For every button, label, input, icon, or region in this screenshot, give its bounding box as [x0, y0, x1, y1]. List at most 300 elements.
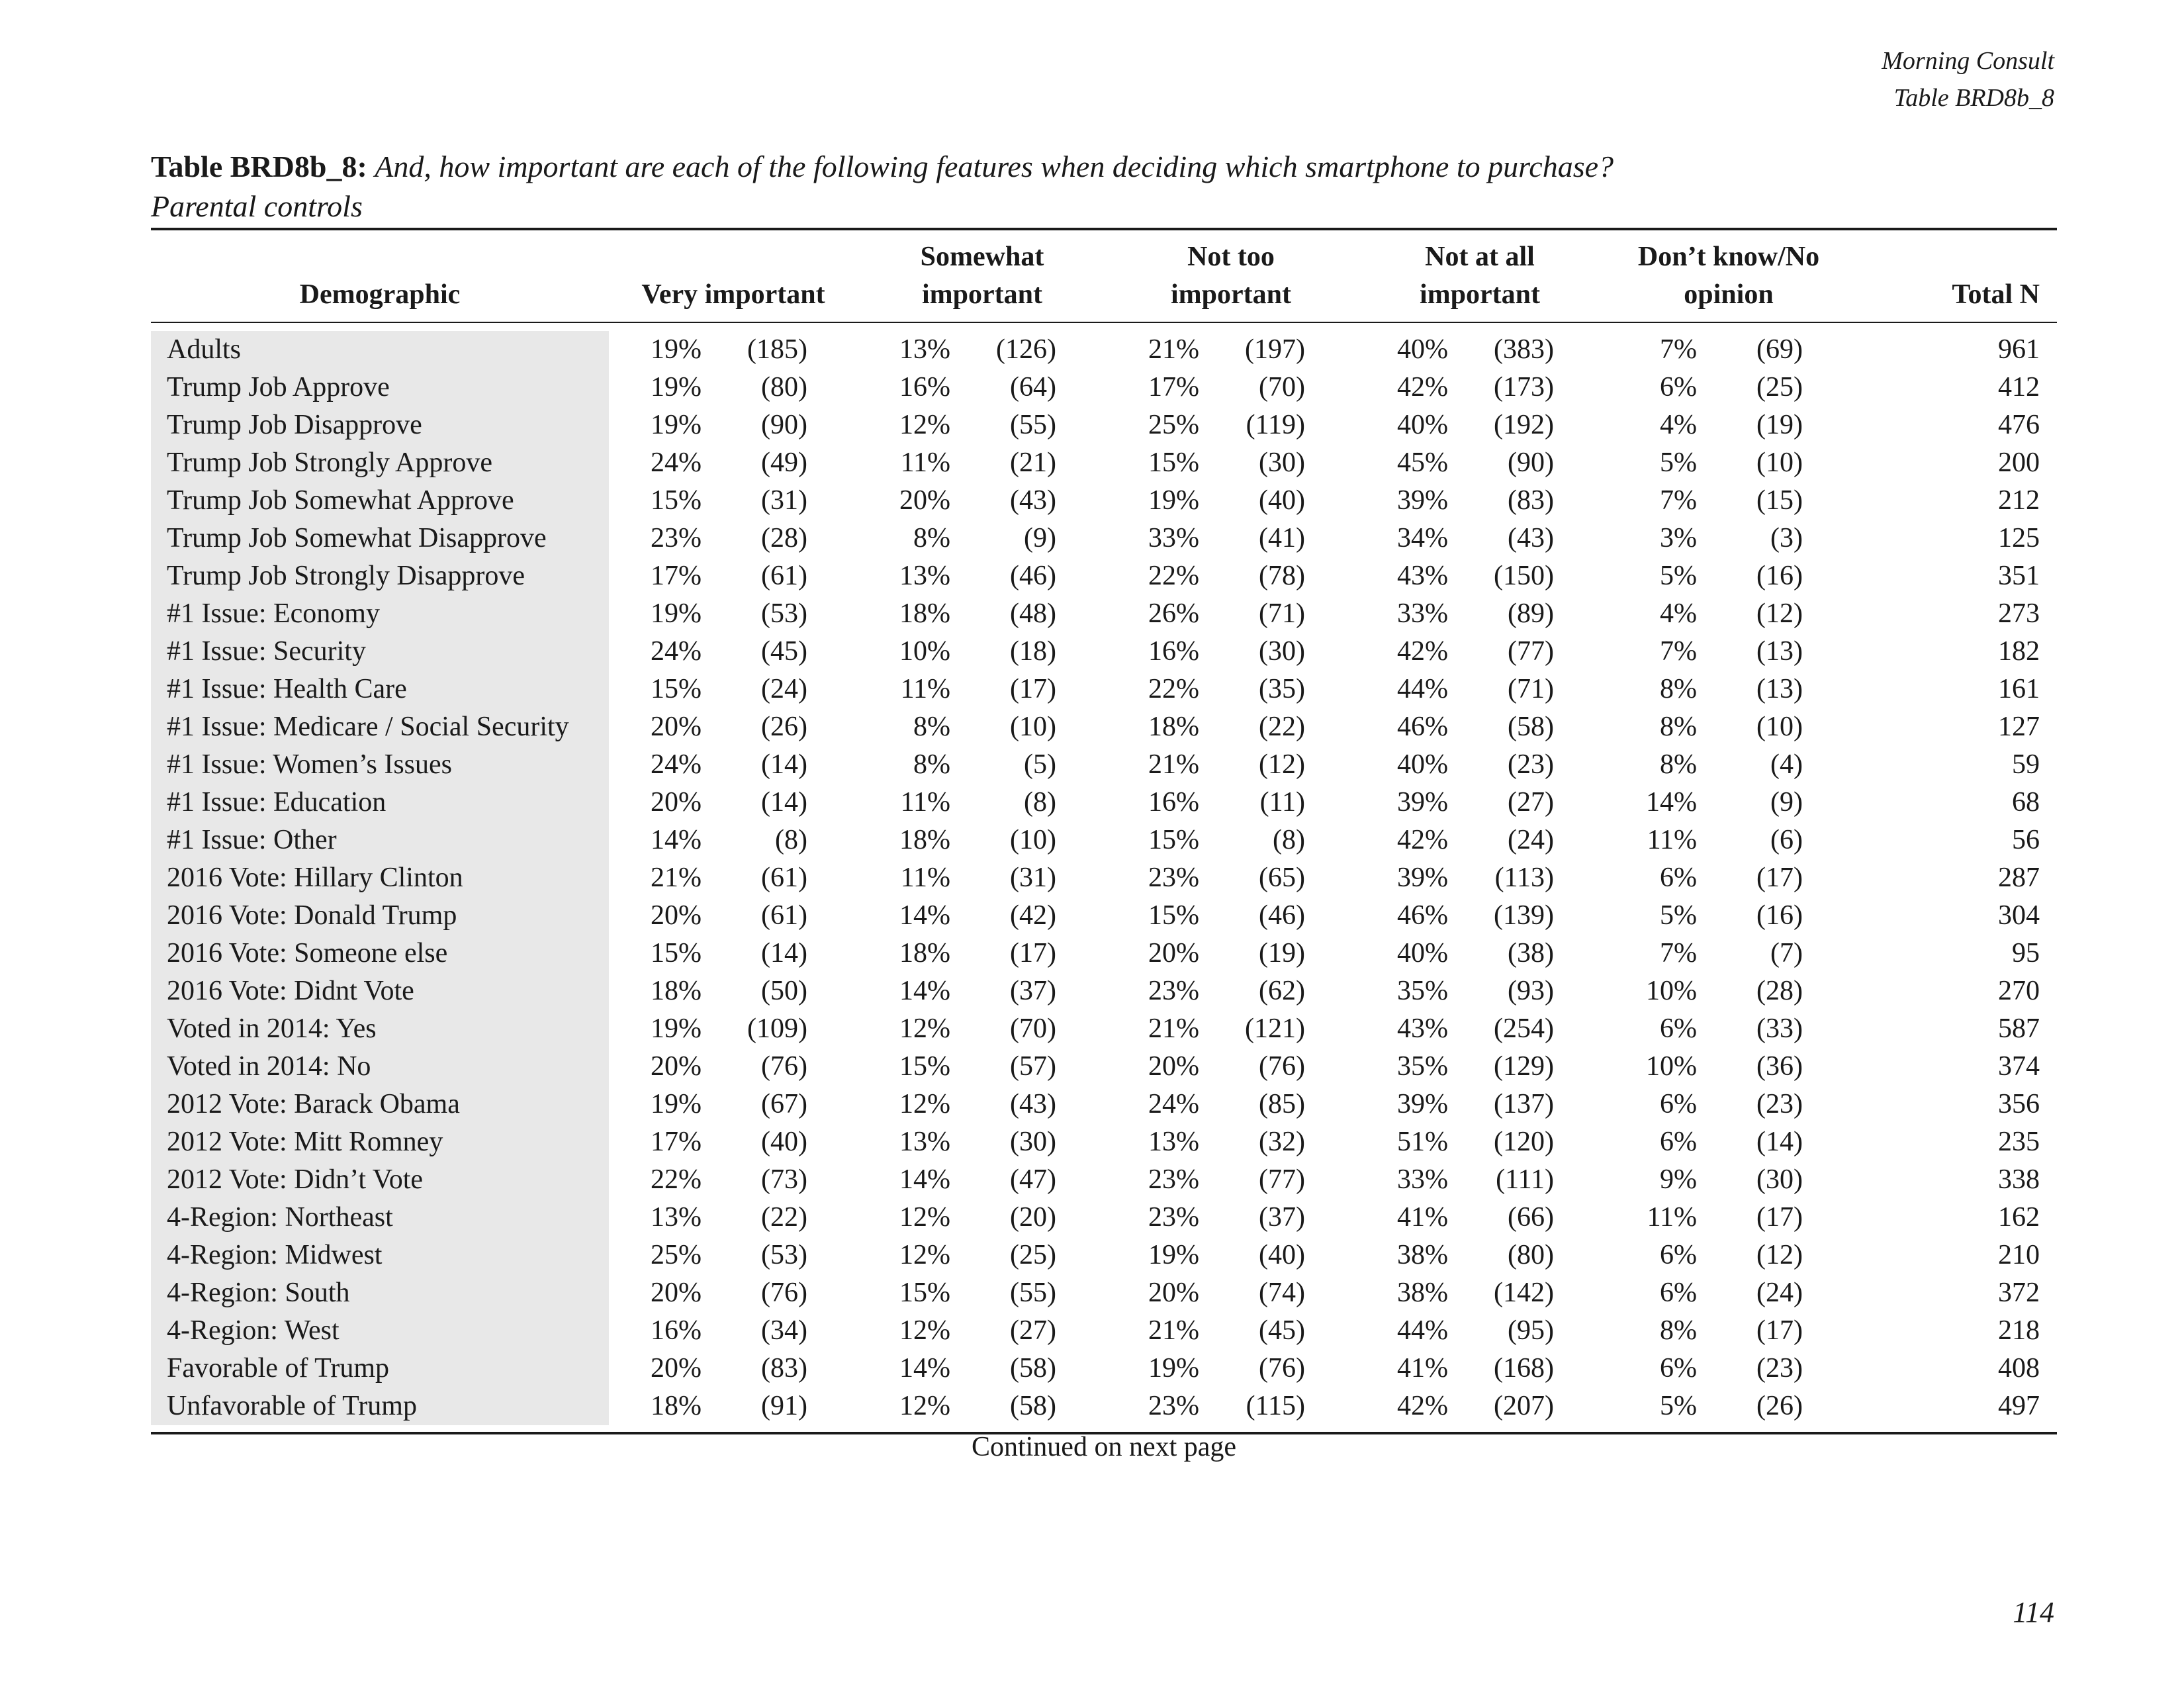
cell-dk-pct: 9%	[1660, 1164, 1697, 1195]
cell-nottoo-pct: 23%	[1148, 1391, 1199, 1421]
cell-nottoo-n: (35)	[1259, 674, 1305, 704]
cell-very-pct: 20%	[651, 712, 702, 742]
cell-dk-n: (17)	[1756, 1315, 1803, 1346]
cell-dk-pct: 6%	[1660, 1278, 1697, 1308]
cell-nottoo-pct: 22%	[1148, 674, 1199, 704]
cell-total-n: 372	[1998, 1278, 2040, 1308]
cell-very-n: (45)	[761, 636, 807, 667]
cell-notatall-n: (139)	[1494, 900, 1554, 931]
cell-nottoo-pct: 23%	[1148, 863, 1199, 893]
cell-somewhat-n: (126)	[996, 334, 1056, 365]
cell-very-pct: 24%	[651, 447, 702, 478]
cell-notatall-n: (383)	[1494, 334, 1554, 365]
cell-notatall-pct: 40%	[1397, 938, 1448, 968]
cell-notatall-pct: 46%	[1397, 900, 1448, 931]
cell-very-n: (61)	[761, 863, 807, 893]
table-row	[151, 935, 2057, 972]
cell-somewhat-pct: 14%	[899, 900, 950, 931]
cell-nottoo-pct: 17%	[1148, 372, 1199, 402]
cell-somewhat-n: (27)	[1010, 1315, 1056, 1346]
cell-nottoo-pct: 21%	[1148, 1013, 1199, 1044]
cell-total-n: 125	[1998, 523, 2040, 553]
col-header-not-too-important: Not too important	[1171, 242, 1291, 310]
cell-somewhat-pct: 15%	[899, 1278, 950, 1308]
cell-notatall-pct: 38%	[1397, 1278, 1448, 1308]
cell-nottoo-n: (8)	[1273, 825, 1305, 855]
cell-somewhat-pct: 18%	[899, 825, 950, 855]
cell-dk-n: (36)	[1756, 1051, 1803, 1082]
cell-somewhat-pct: 12%	[899, 1240, 950, 1270]
cell-nottoo-pct: 21%	[1148, 334, 1199, 365]
cell-nottoo-n: (37)	[1259, 1202, 1305, 1233]
cell-notatall-n: (95)	[1508, 1315, 1554, 1346]
cell-somewhat-pct: 15%	[899, 1051, 950, 1082]
cell-very-pct: 19%	[651, 1089, 702, 1119]
cell-somewhat-pct: 14%	[899, 1164, 950, 1195]
table-row	[151, 1350, 2057, 1387]
cell-somewhat-n: (64)	[1010, 372, 1056, 402]
cell-very-pct: 15%	[651, 938, 702, 968]
table-row	[151, 1048, 2057, 1086]
cell-dk-n: (7)	[1770, 938, 1803, 968]
cell-dk-pct: 6%	[1660, 1089, 1697, 1119]
table-title	[151, 147, 2070, 226]
cell-very-pct: 18%	[651, 976, 702, 1006]
cell-notatall-pct: 40%	[1397, 410, 1448, 440]
cell-total-n: 412	[1998, 372, 2040, 402]
cell-very-pct: 18%	[651, 1391, 702, 1421]
cell-somewhat-pct: 13%	[899, 1127, 950, 1157]
header-table-id: Table BRD8b_8	[1893, 84, 2054, 112]
row-demographic: #1 Issue: Economy	[167, 598, 380, 629]
cell-very-pct: 19%	[651, 598, 702, 629]
cell-notatall-n: (120)	[1494, 1127, 1554, 1157]
cell-notatall-pct: 33%	[1397, 1164, 1448, 1195]
cell-somewhat-n: (10)	[1010, 712, 1056, 742]
row-demographic: Unfavorable of Trump	[167, 1391, 417, 1421]
cell-dk-n: (3)	[1770, 523, 1803, 553]
continued-note: Continued on next page	[971, 1432, 1237, 1462]
cell-nottoo-n: (11)	[1259, 787, 1305, 818]
table-row	[151, 972, 2057, 1010]
cell-very-n: (34)	[761, 1315, 807, 1346]
cell-very-pct: 19%	[651, 1013, 702, 1044]
cell-dk-pct: 5%	[1660, 900, 1697, 931]
row-demographic: 4-Region: Midwest	[167, 1240, 383, 1270]
cell-somewhat-pct: 11%	[900, 863, 950, 893]
cell-total-n: 476	[1998, 410, 2040, 440]
cell-somewhat-pct: 14%	[899, 976, 950, 1006]
cell-nottoo-n: (19)	[1259, 938, 1305, 968]
cell-very-n: (40)	[761, 1127, 807, 1157]
table-row	[151, 557, 2057, 595]
cell-notatall-n: (113)	[1494, 863, 1554, 893]
cell-somewhat-pct: 11%	[900, 447, 950, 478]
cell-nottoo-n: (74)	[1259, 1278, 1305, 1308]
cell-dk-n: (14)	[1756, 1127, 1803, 1157]
cell-very-pct: 21%	[651, 863, 702, 893]
cell-dk-pct: 6%	[1660, 1013, 1697, 1044]
cell-total-n: 161	[1998, 674, 2040, 704]
cell-notatall-pct: 46%	[1397, 712, 1448, 742]
cell-notatall-n: (129)	[1494, 1051, 1554, 1082]
row-demographic: #1 Issue: Women’s Issues	[167, 749, 452, 780]
cell-somewhat-n: (8)	[1024, 787, 1056, 818]
header-org: Morning Consult	[1882, 47, 2054, 75]
cell-nottoo-pct: 26%	[1148, 598, 1199, 629]
cell-notatall-pct: 43%	[1397, 1013, 1448, 1044]
cell-very-n: (50)	[761, 976, 807, 1006]
cell-nottoo-pct: 33%	[1148, 523, 1199, 553]
cell-notatall-n: (80)	[1508, 1240, 1554, 1270]
cell-nottoo-n: (77)	[1259, 1164, 1305, 1195]
cell-nottoo-pct: 23%	[1148, 976, 1199, 1006]
cell-very-n: (14)	[761, 749, 807, 780]
cell-nottoo-pct: 20%	[1148, 1278, 1199, 1308]
col-header-not-at-all-important: Not at all important	[1420, 242, 1540, 310]
col-header-total-n: Total N	[1952, 279, 2040, 310]
cell-dk-pct: 7%	[1660, 485, 1697, 516]
cell-very-pct: 20%	[651, 1051, 702, 1082]
cell-nottoo-n: (30)	[1259, 447, 1305, 478]
cell-notatall-pct: 34%	[1397, 523, 1448, 553]
cell-total-n: 235	[1998, 1127, 2040, 1157]
cell-notatall-n: (23)	[1508, 749, 1554, 780]
cell-dk-pct: 4%	[1660, 598, 1697, 629]
cell-nottoo-pct: 15%	[1148, 825, 1199, 855]
cell-notatall-pct: 39%	[1397, 863, 1448, 893]
cell-notatall-pct: 45%	[1397, 447, 1448, 478]
cell-notatall-pct: 33%	[1397, 598, 1448, 629]
cell-dk-pct: 6%	[1660, 1127, 1697, 1157]
cell-dk-n: (4)	[1770, 749, 1803, 780]
cell-somewhat-pct: 14%	[899, 1353, 950, 1383]
cell-dk-n: (28)	[1756, 976, 1803, 1006]
table-header	[151, 230, 2057, 322]
cell-notatall-pct: 35%	[1397, 1051, 1448, 1082]
cell-notatall-n: (89)	[1508, 598, 1554, 629]
cell-nottoo-pct: 15%	[1148, 900, 1199, 931]
cell-very-pct: 23%	[651, 523, 702, 553]
table-row	[151, 1274, 2057, 1312]
cell-notatall-n: (142)	[1494, 1278, 1554, 1308]
row-demographic: 2012 Vote: Barack Obama	[167, 1089, 460, 1119]
cell-notatall-n: (254)	[1494, 1013, 1554, 1044]
cell-somewhat-n: (17)	[1010, 938, 1056, 968]
row-demographic: 2012 Vote: Mitt Romney	[167, 1127, 443, 1157]
cell-notatall-n: (173)	[1494, 372, 1554, 402]
table-row	[151, 784, 2057, 821]
cell-dk-pct: 4%	[1660, 410, 1697, 440]
cell-nottoo-n: (12)	[1259, 749, 1305, 780]
cell-very-pct: 17%	[651, 1127, 702, 1157]
cell-nottoo-n: (22)	[1259, 712, 1305, 742]
row-demographic: Favorable of Trump	[167, 1353, 389, 1383]
cell-dk-pct: 6%	[1660, 1353, 1697, 1383]
cell-dk-n: (33)	[1756, 1013, 1803, 1044]
cell-somewhat-n: (58)	[1010, 1391, 1056, 1421]
table-row	[151, 633, 2057, 671]
table-body	[151, 331, 2057, 1425]
cell-notatall-pct: 44%	[1397, 1315, 1448, 1346]
cell-dk-pct: 6%	[1660, 863, 1697, 893]
cell-notatall-pct: 39%	[1397, 485, 1448, 516]
cell-very-n: (22)	[761, 1202, 807, 1233]
cell-nottoo-pct: 21%	[1148, 749, 1199, 780]
cell-total-n: 287	[1998, 863, 2040, 893]
cell-nottoo-pct: 15%	[1148, 447, 1199, 478]
cell-notatall-pct: 41%	[1397, 1353, 1448, 1383]
table-subtitle: Parental controls	[151, 189, 363, 223]
cell-nottoo-n: (85)	[1259, 1089, 1305, 1119]
cell-somewhat-pct: 8%	[913, 749, 950, 780]
table-title-label: Table BRD8b_8:	[151, 150, 367, 183]
table-row	[151, 595, 2057, 633]
cell-very-n: (67)	[761, 1089, 807, 1119]
cell-very-n: (31)	[761, 485, 807, 516]
cell-notatall-n: (27)	[1508, 787, 1554, 818]
cell-notatall-pct: 42%	[1397, 372, 1448, 402]
cell-notatall-pct: 43%	[1397, 561, 1448, 591]
row-demographic: Trump Job Disapprove	[167, 410, 422, 440]
cell-dk-n: (19)	[1756, 410, 1803, 440]
cell-notatall-pct: 40%	[1397, 749, 1448, 780]
cell-nottoo-pct: 21%	[1148, 1315, 1199, 1346]
cell-somewhat-pct: 11%	[900, 674, 950, 704]
page-number: 114	[2013, 1596, 2054, 1628]
cell-nottoo-pct: 16%	[1148, 636, 1199, 667]
cell-somewhat-pct: 11%	[900, 787, 950, 818]
cell-nottoo-pct: 16%	[1148, 787, 1199, 818]
cell-somewhat-n: (20)	[1010, 1202, 1056, 1233]
cell-somewhat-pct: 13%	[899, 334, 950, 365]
cell-nottoo-pct: 18%	[1148, 712, 1199, 742]
cell-dk-pct: 6%	[1660, 372, 1697, 402]
cell-very-n: (26)	[761, 712, 807, 742]
cell-notatall-n: (192)	[1494, 410, 1554, 440]
cell-notatall-pct: 40%	[1397, 334, 1448, 365]
cell-total-n: 162	[1998, 1202, 2040, 1233]
cell-notatall-n: (24)	[1508, 825, 1554, 855]
row-demographic: 2012 Vote: Didn’t Vote	[167, 1164, 424, 1195]
cell-very-pct: 24%	[651, 749, 702, 780]
header-rule	[151, 322, 2057, 323]
cell-dk-n: (6)	[1770, 825, 1803, 855]
cell-dk-pct: 10%	[1646, 1051, 1697, 1082]
cell-total-n: 218	[1998, 1315, 2040, 1346]
cell-total-n: 273	[1998, 598, 2040, 629]
cell-total-n: 408	[1998, 1353, 2040, 1383]
cell-nottoo-n: (32)	[1259, 1127, 1305, 1157]
cell-total-n: 210	[1998, 1240, 2040, 1270]
cell-somewhat-pct: 13%	[899, 561, 950, 591]
cell-somewhat-pct: 12%	[899, 1391, 950, 1421]
cell-somewhat-n: (42)	[1010, 900, 1056, 931]
cell-total-n: 200	[1998, 447, 2040, 478]
table-row	[151, 331, 2057, 369]
cell-very-pct: 22%	[651, 1164, 702, 1195]
cell-nottoo-pct: 23%	[1148, 1202, 1199, 1233]
cell-very-pct: 20%	[651, 787, 702, 818]
cell-somewhat-pct: 12%	[899, 1202, 950, 1233]
cell-somewhat-n: (43)	[1010, 485, 1056, 516]
cell-dk-n: (10)	[1756, 712, 1803, 742]
cell-dk-n: (17)	[1756, 1202, 1803, 1233]
cell-very-pct: 25%	[651, 1240, 702, 1270]
row-demographic: #1 Issue: Health Care	[167, 674, 407, 704]
cell-nottoo-n: (46)	[1259, 900, 1305, 931]
cell-dk-n: (23)	[1756, 1353, 1803, 1383]
cell-somewhat-n: (18)	[1010, 636, 1056, 667]
cell-nottoo-n: (70)	[1259, 372, 1305, 402]
cell-very-n: (28)	[761, 523, 807, 553]
cell-very-pct: 20%	[651, 900, 702, 931]
cell-somewhat-n: (30)	[1010, 1127, 1056, 1157]
cell-nottoo-n: (71)	[1259, 598, 1305, 629]
row-demographic: Trump Job Strongly Disapprove	[167, 561, 525, 591]
cell-nottoo-n: (197)	[1245, 334, 1305, 365]
cell-very-pct: 20%	[651, 1278, 702, 1308]
cell-somewhat-n: (37)	[1010, 976, 1056, 1006]
table-row	[151, 520, 2057, 557]
cell-nottoo-n: (76)	[1259, 1051, 1305, 1082]
cell-total-n: 127	[1998, 712, 2040, 742]
table-row	[151, 1086, 2057, 1123]
row-demographic: 4-Region: West	[167, 1315, 340, 1346]
cell-notatall-pct: 51%	[1397, 1127, 1448, 1157]
cell-nottoo-pct: 22%	[1148, 561, 1199, 591]
cell-total-n: 212	[1998, 485, 2040, 516]
table-row	[151, 1123, 2057, 1161]
row-demographic: Trump Job Strongly Approve	[167, 447, 493, 478]
cell-total-n: 338	[1998, 1164, 2040, 1195]
row-demographic: 2016 Vote: Donald Trump	[167, 900, 457, 931]
cell-dk-n: (13)	[1756, 636, 1803, 667]
col-header-somewhat-important: Somewhat important	[920, 242, 1044, 310]
cell-dk-pct: 11%	[1647, 1202, 1697, 1233]
running-header	[1882, 42, 2054, 117]
cell-very-n: (91)	[761, 1391, 807, 1421]
row-demographic: 2016 Vote: Didnt Vote	[167, 976, 414, 1006]
cell-total-n: 587	[1998, 1013, 2040, 1044]
cell-somewhat-pct: 8%	[913, 523, 950, 553]
cell-very-n: (53)	[761, 598, 807, 629]
cell-somewhat-n: (43)	[1010, 1089, 1056, 1119]
cell-very-pct: 14%	[651, 825, 702, 855]
cell-total-n: 374	[1998, 1051, 2040, 1082]
cell-dk-n: (16)	[1756, 561, 1803, 591]
cell-very-n: (61)	[761, 561, 807, 591]
cell-dk-pct: 7%	[1660, 636, 1697, 667]
cell-somewhat-pct: 20%	[899, 485, 950, 516]
table-row	[151, 708, 2057, 746]
cell-very-pct: 19%	[651, 410, 702, 440]
cell-notatall-n: (58)	[1508, 712, 1554, 742]
cell-very-n: (76)	[761, 1051, 807, 1082]
cell-notatall-n: (77)	[1508, 636, 1554, 667]
cell-dk-pct: 5%	[1660, 561, 1697, 591]
row-demographic: Voted in 2014: No	[167, 1051, 371, 1082]
cell-total-n: 351	[1998, 561, 2040, 591]
cell-very-pct: 20%	[651, 1353, 702, 1383]
cell-somewhat-pct: 12%	[899, 410, 950, 440]
cell-somewhat-pct: 18%	[899, 598, 950, 629]
table-row	[151, 369, 2057, 406]
cell-somewhat-pct: 12%	[899, 1089, 950, 1119]
cell-total-n: 270	[1998, 976, 2040, 1006]
cell-dk-n: (25)	[1756, 372, 1803, 402]
cell-notatall-n: (207)	[1494, 1391, 1554, 1421]
cell-dk-n: (30)	[1756, 1164, 1803, 1195]
table-row	[151, 1161, 2057, 1199]
cell-dk-pct: 8%	[1660, 674, 1697, 704]
cell-notatall-pct: 39%	[1397, 787, 1448, 818]
cell-dk-pct: 3%	[1660, 523, 1697, 553]
cell-total-n: 304	[1998, 900, 2040, 931]
cell-somewhat-n: (21)	[1010, 447, 1056, 478]
cell-nottoo-n: (121)	[1245, 1013, 1305, 1044]
cell-very-n: (49)	[761, 447, 807, 478]
cell-somewhat-pct: 16%	[899, 372, 950, 402]
cell-notatall-n: (93)	[1508, 976, 1554, 1006]
cell-very-n: (90)	[761, 410, 807, 440]
cell-dk-n: (24)	[1756, 1278, 1803, 1308]
row-demographic: Trump Job Approve	[167, 372, 390, 402]
cell-somewhat-pct: 12%	[899, 1315, 950, 1346]
table-question: And, how important are each of the following features when deciding which smartphone to purchase?	[375, 150, 1614, 183]
cell-dk-n: (69)	[1756, 334, 1803, 365]
cell-total-n: 356	[1998, 1089, 2040, 1119]
table-row	[151, 1199, 2057, 1237]
cell-somewhat-pct: 8%	[913, 712, 950, 742]
cell-total-n: 59	[2012, 749, 2040, 780]
cell-nottoo-n: (119)	[1246, 410, 1305, 440]
table-row	[151, 1387, 2057, 1425]
table-row	[151, 859, 2057, 897]
table-row	[151, 482, 2057, 520]
cell-somewhat-n: (46)	[1010, 561, 1056, 591]
cell-nottoo-pct: 13%	[1148, 1127, 1199, 1157]
cell-notatall-n: (66)	[1508, 1202, 1554, 1233]
cell-very-pct: 13%	[651, 1202, 702, 1233]
cell-somewhat-pct: 12%	[899, 1013, 950, 1044]
cell-nottoo-pct: 20%	[1148, 1051, 1199, 1082]
cell-nottoo-n: (45)	[1259, 1315, 1305, 1346]
cell-nottoo-n: (76)	[1259, 1353, 1305, 1383]
cell-very-pct: 24%	[651, 636, 702, 667]
table-row	[151, 821, 2057, 859]
cell-very-n: (185)	[747, 334, 807, 365]
cell-somewhat-n: (48)	[1010, 598, 1056, 629]
cell-dk-pct: 5%	[1660, 447, 1697, 478]
cell-notatall-n: (111)	[1496, 1164, 1554, 1195]
cell-notatall-n: (38)	[1508, 938, 1554, 968]
cell-notatall-n: (168)	[1494, 1353, 1554, 1383]
cell-somewhat-n: (5)	[1024, 749, 1056, 780]
cell-nottoo-n: (40)	[1259, 1240, 1305, 1270]
row-demographic: #1 Issue: Education	[167, 787, 387, 818]
cell-very-n: (76)	[761, 1278, 807, 1308]
cell-dk-n: (17)	[1756, 863, 1803, 893]
row-demographic: Trump Job Somewhat Approve	[167, 485, 514, 516]
cell-nottoo-pct: 24%	[1148, 1089, 1199, 1119]
col-header-very-important: Very important	[641, 279, 825, 310]
cell-somewhat-n: (31)	[1010, 863, 1056, 893]
cell-somewhat-n: (17)	[1010, 674, 1056, 704]
cell-total-n: 68	[2012, 787, 2040, 818]
cell-very-pct: 16%	[651, 1315, 702, 1346]
cell-dk-pct: 6%	[1660, 1240, 1697, 1270]
